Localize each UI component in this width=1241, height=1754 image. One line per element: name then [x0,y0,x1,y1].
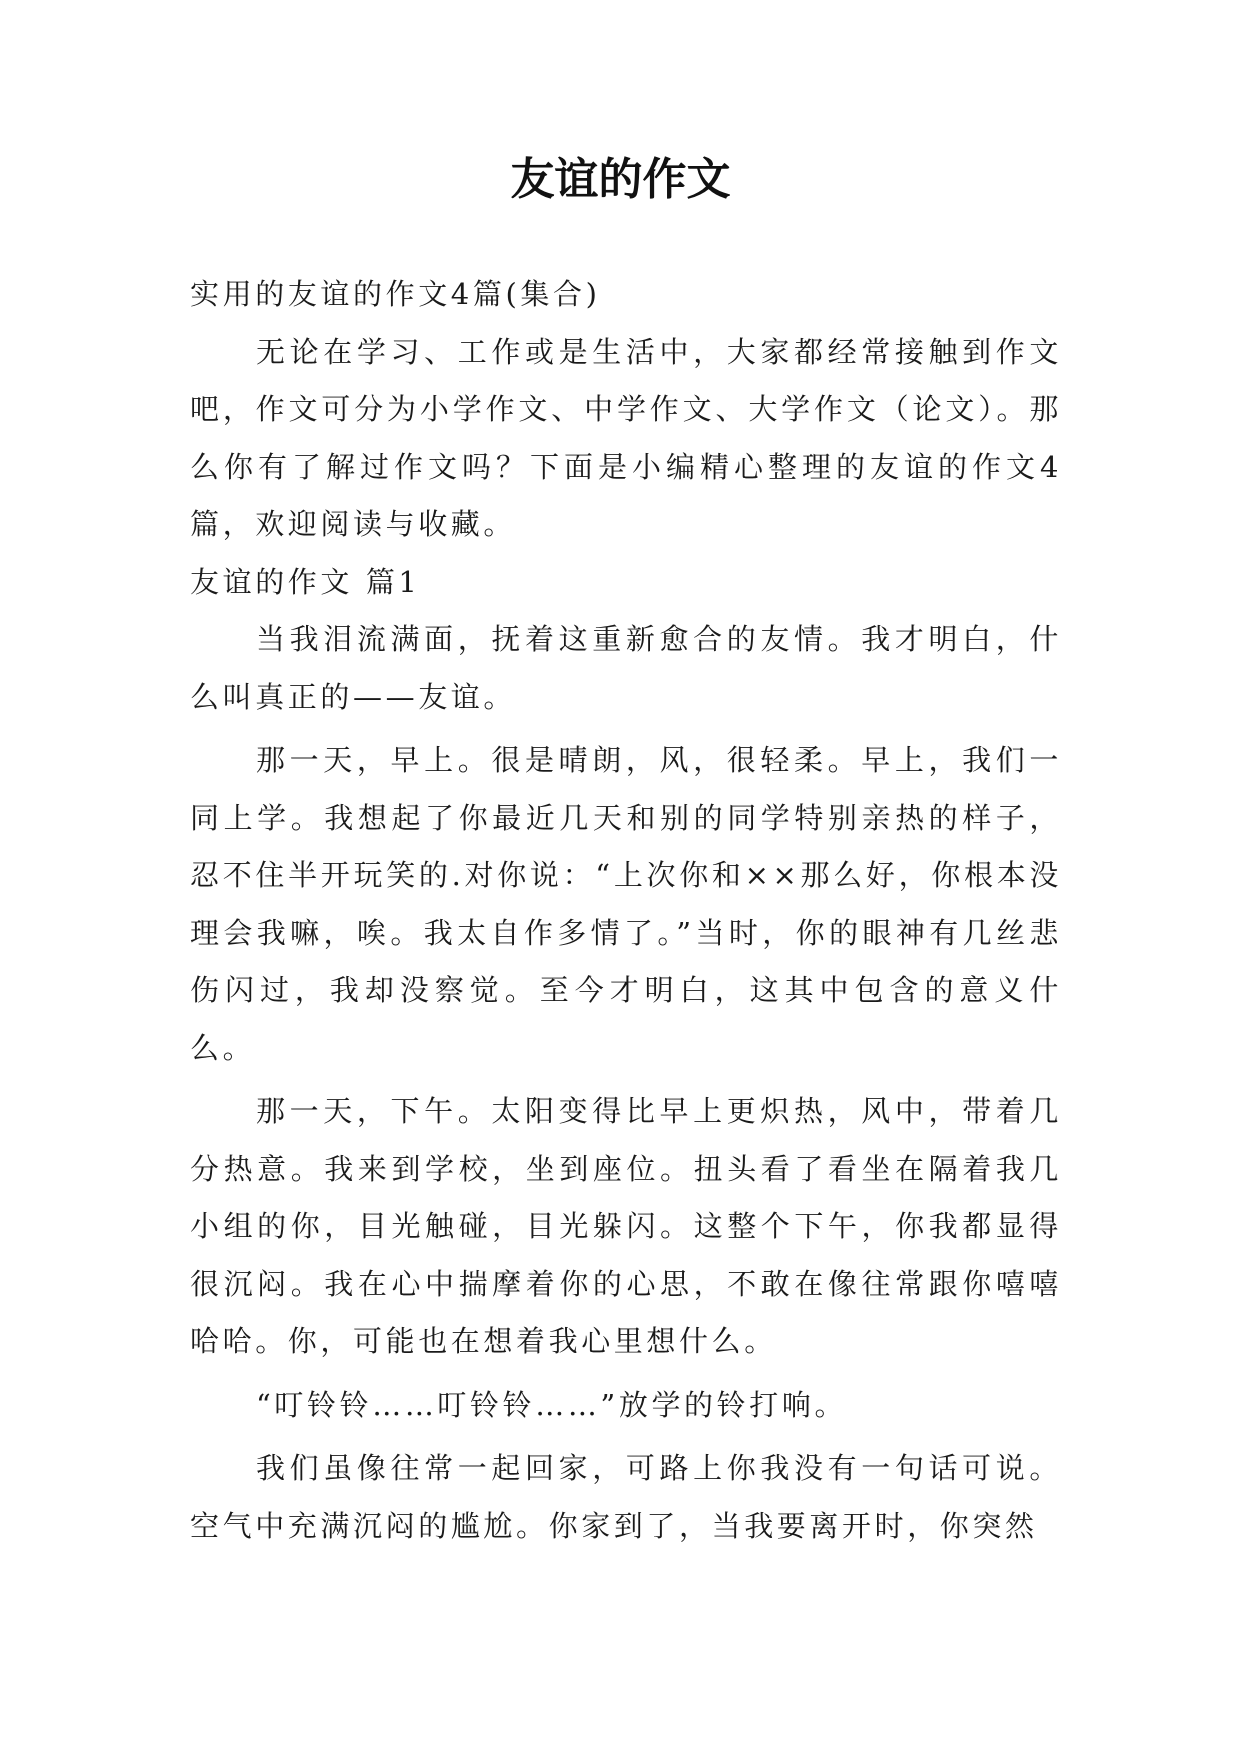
body-paragraph: 我们虽像往常一起回家，可路上你我没有一句话可说。空气中充满沉闷的尴尬。你家到了，当我要离开时，你突然 [190,1451,1062,1543]
document-subtitle: 实用的友谊的作文4篇(集合) [190,277,601,311]
body-paragraph: “叮铃铃……叮铃铃……”放学的铃打响。 [256,1387,848,1422]
body-paragraph: 那一天，早上。很是晴朗，风，很轻柔。早上，我们一同上学。我想起了你最近几天和别的同学特别亲热的样子，忍不住半开玩笑的.对你说：“上次你和××那么好，你根本没理会我嘛，唉。我太自作多情了。”当时，你的眼神有几丝悲伤闪过，我却没察觉。至今才明白，这其中包含的意义什么。 [190,743,1062,1065]
body-paragraph: 那一天，下午。太阳变得比早上更炽热，风中，带着几分热意。我来到学校，坐到座位。扭头看了看坐在隔着我几小组的你，目光触碰，目光躲闪。这整个下午，你我都显得很沉闷。我在心中揣摩着你的心思，不敢在像往常跟你嘻嘻哈哈。你，可能也在想着我心里想什么。 [190,1094,1062,1358]
intro-paragraph: 无论在学习、工作或是生活中，大家都经常接触到作文吧，作文可分为小学作文、中学作文、大学作文（论文）。那么你有了解过作文吗？下面是小编精心整理的友谊的作文4篇，欢迎阅读与收藏。 [190,334,1062,541]
document-title: 友谊的作文 [510,154,731,205]
document-body [190,266,1062,1555]
section-heading: 友谊的作文 篇1 [190,564,421,599]
body-paragraph: 当我泪流满面，抚着这重新愈合的友情。我才明白，什么叫真正的——友谊。 [190,622,1062,714]
